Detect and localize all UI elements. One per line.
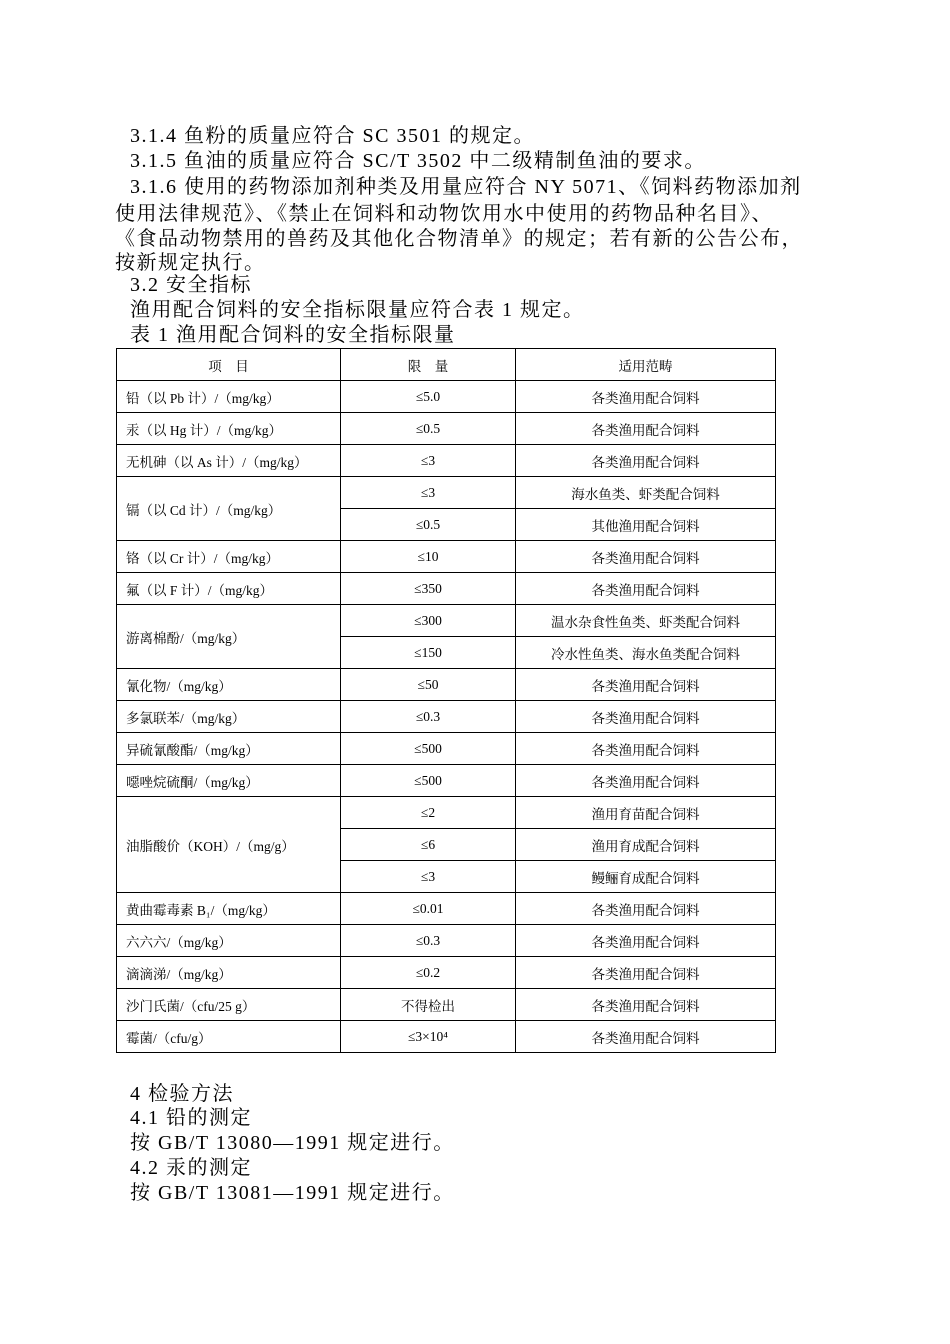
table-cell-scope: 冷水性鱼类、海水鱼类配合饲料 — [516, 637, 776, 669]
section-3-2-text: 渔用配合饲料的安全指标限量应符合表 1 规定。 — [130, 299, 585, 321]
table-cell-limit: ≤150 — [341, 637, 516, 669]
section-4-1-text: 按 GB/T 13080—1991 规定进行。 — [130, 1132, 455, 1154]
section-4-1-heading: 4.1 铅的测定 — [130, 1107, 252, 1129]
table-row — [117, 573, 776, 605]
table-row — [117, 765, 776, 797]
table-cell-scope: 各类渔用配合饲料 — [516, 669, 776, 701]
table-cell-scope: 鳗鲡育成配合饲料 — [516, 861, 776, 893]
table-cell-limit: ≤3 — [341, 477, 516, 509]
table-cell-scope: 各类渔用配合饲料 — [516, 541, 776, 573]
section-4-heading: 4 检验方法 — [130, 1083, 234, 1105]
section-4-2-heading: 4.2 汞的测定 — [130, 1157, 252, 1179]
table-cell-scope: 各类渔用配合饲料 — [516, 701, 776, 733]
table-cell-scope: 各类渔用配合饲料 — [516, 989, 776, 1021]
table-row — [117, 925, 776, 957]
table-cell-item: 镉（以 Cd 计）/（mg/kg） — [117, 477, 341, 541]
header-scope: 适用范畴 — [516, 349, 776, 381]
table-row — [117, 701, 776, 733]
table-cell-scope: 各类渔用配合饲料 — [516, 1021, 776, 1053]
table-caption: 表 1 渔用配合饲料的安全指标限量 — [130, 324, 456, 346]
table-cell-item: 沙门氏菌/（cfu/25 g） — [117, 989, 341, 1021]
table-cell-item: 噁唑烷硫酮/（mg/kg） — [117, 765, 341, 797]
safety-limits-table — [116, 348, 776, 1053]
table-cell-limit: ≤6 — [341, 829, 516, 861]
table-cell-item: 氟（以 F 计）/（mg/kg） — [117, 573, 341, 605]
table-cell-item: 铅（以 Pb 计）/（mg/kg） — [117, 381, 341, 413]
table-cell-limit: ≤3 — [341, 861, 516, 893]
table-cell-item: 油脂酸价（KOH）/（mg/g） — [117, 797, 341, 893]
table-cell-limit: ≤500 — [341, 733, 516, 765]
paragraph-3-1-5: 3.1.5 鱼油的质量应符合 SC/T 3502 中二级精制鱼油的要求。 — [130, 150, 706, 172]
table-cell-scope: 各类渔用配合饲料 — [516, 925, 776, 957]
paragraph-3-1-6-line-4: 按新规定执行。 — [115, 252, 266, 274]
paragraph-3-1-6-line-2: 使用法律规范》、《禁止在饲料和动物饮用水中使用的药物品种名目》、 — [115, 203, 773, 225]
table-cell-limit: ≤0.01 — [341, 893, 516, 925]
table-cell-limit: ≤0.3 — [341, 925, 516, 957]
table-row — [117, 957, 776, 989]
table-cell-scope: 各类渔用配合饲料 — [516, 445, 776, 477]
table-cell-scope: 其他渔用配合饲料 — [516, 509, 776, 541]
table-cell-scope: 各类渔用配合饲料 — [516, 893, 776, 925]
table-row — [117, 893, 776, 925]
table-cell-scope: 各类渔用配合饲料 — [516, 765, 776, 797]
table-cell-limit: 不得检出 — [341, 989, 516, 1021]
table-cell-scope: 渔用育苗配合饲料 — [516, 797, 776, 829]
table-body — [117, 381, 776, 1053]
table-cell-limit: ≤10 — [341, 541, 516, 573]
table-cell-limit: ≤5.0 — [341, 381, 516, 413]
table-cell-item: 异硫氰酸酯/（mg/kg） — [117, 733, 341, 765]
table-row — [117, 989, 776, 1021]
table-cell-item: 氰化物/（mg/kg） — [117, 669, 341, 701]
table-cell-limit: ≤0.3 — [341, 701, 516, 733]
table-cell-item: 无机砷（以 As 计）/（mg/kg） — [117, 445, 341, 477]
table-row — [117, 381, 776, 413]
table-cell-item: 黄曲霉毒素 B₁/（mg/kg） — [117, 893, 341, 925]
table-cell-scope: 各类渔用配合饲料 — [516, 413, 776, 445]
table-row — [117, 797, 776, 829]
table-cell-item: 游离棉酚/（mg/kg） — [117, 605, 341, 669]
table-cell-item: 六六六/（mg/kg） — [117, 925, 341, 957]
table-cell-limit: ≤3×10⁴ — [341, 1021, 516, 1053]
table-row — [117, 1021, 776, 1053]
table-cell-item: 多氯联苯/（mg/kg） — [117, 701, 341, 733]
table-cell-item: 汞（以 Hg 计）/（mg/kg） — [117, 413, 341, 445]
table-header-row — [117, 349, 776, 381]
table-row — [117, 477, 776, 509]
table-cell-limit: ≤2 — [341, 797, 516, 829]
table-cell-scope: 渔用育成配合饲料 — [516, 829, 776, 861]
header-item: 项 目 — [117, 349, 341, 381]
section-3-2-heading: 3.2 安全指标 — [130, 274, 252, 296]
table-cell-limit: ≤500 — [341, 765, 516, 797]
table-cell-scope: 海水鱼类、虾类配合饲料 — [516, 477, 776, 509]
table-row — [117, 445, 776, 477]
table-cell-limit: ≤0.2 — [341, 957, 516, 989]
table-cell-limit: ≤3 — [341, 445, 516, 477]
table-cell-scope: 各类渔用配合饲料 — [516, 957, 776, 989]
table-row — [117, 541, 776, 573]
table-row — [117, 413, 776, 445]
table-cell-limit: ≤50 — [341, 669, 516, 701]
paragraph-3-1-4: 3.1.4 鱼粉的质量应符合 SC 3501 的规定。 — [130, 125, 535, 147]
table-cell-scope: 各类渔用配合饲料 — [516, 733, 776, 765]
paragraph-3-1-6-line-3: 《食品动物禁用的兽药及其他化合物清单》的规定；若有新的公告公布， — [115, 228, 803, 250]
paragraph-3-1-6-line-1: 3.1.6 使用的药物添加剂种类及用量应符合 NY 5071、《饲料药物添加剂 — [130, 176, 802, 198]
table-cell-scope: 各类渔用配合饲料 — [516, 381, 776, 413]
table-cell-limit: ≤0.5 — [341, 509, 516, 541]
table-cell-scope: 温水杂食性鱼类、虾类配合饲料 — [516, 605, 776, 637]
table-cell-limit: ≤350 — [341, 573, 516, 605]
table-cell-scope: 各类渔用配合饲料 — [516, 573, 776, 605]
table-row — [117, 733, 776, 765]
header-limit: 限 量 — [341, 349, 516, 381]
table-cell-limit: ≤300 — [341, 605, 516, 637]
table-cell-limit: ≤0.5 — [341, 413, 516, 445]
table-cell-item: 铬（以 Cr 计）/（mg/kg） — [117, 541, 341, 573]
table-row — [117, 669, 776, 701]
section-4-2-text: 按 GB/T 13081—1991 规定进行。 — [130, 1182, 455, 1204]
table-cell-item: 滴滴涕/（mg/kg） — [117, 957, 341, 989]
table-row — [117, 605, 776, 637]
table-cell-item: 霉菌/（cfu/g） — [117, 1021, 341, 1053]
